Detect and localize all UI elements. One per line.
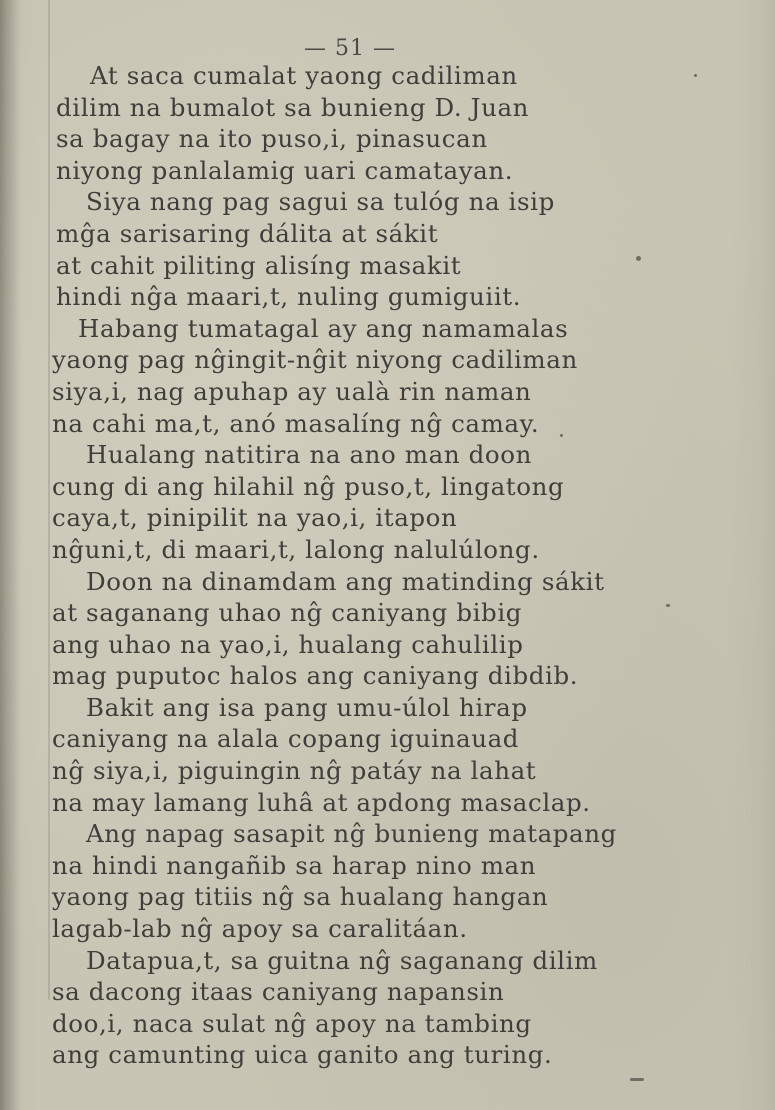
text-line: dilim na bumalot sa bunieng D. Juan xyxy=(56,92,530,122)
text-line: lagab-lab nĝ apoy sa caralitáan. xyxy=(52,914,468,944)
book-spine-shadow xyxy=(0,0,22,1110)
text-line: sa dacong itaas caniyang napansin xyxy=(52,977,505,1007)
text-line: Siya nang pag sagui sa tulóg na isip xyxy=(86,187,555,217)
text-line: mag puputoc halos ang caniyang dibdib. xyxy=(52,661,579,691)
text-line: yaong pag nĝingit-nĝit niyong cadiliman xyxy=(52,345,578,375)
text-line: caya,t, pinipilit na yao,i, itapon xyxy=(52,503,458,533)
text-line: at cahit piliting alisíng masakit xyxy=(56,250,462,280)
text-line: nĝ siya,i, piguingin nĝ patáy na lahat xyxy=(52,756,537,786)
text-line: siya,i, nag apuhap ay ualà rin naman xyxy=(52,376,532,406)
ink-speck xyxy=(694,74,697,77)
text-line: yaong pag titiis nĝ sa hualang hangan xyxy=(52,882,549,912)
text-line: Hualang natitira na ano man doon xyxy=(86,440,532,470)
ink-speck xyxy=(630,1078,644,1081)
text-line: Ang napag sasapit nĝ bunieng matapang xyxy=(86,819,617,849)
text-line: niyong panlalamig uari camatayan. xyxy=(56,155,514,185)
text-line: hindi nĝa maari,t, nuling gumiguiit. xyxy=(56,282,522,312)
text-line: At saca cumalat yaong cadiliman xyxy=(90,61,518,90)
text-line: na may lamang luhâ at apdong masaclap. xyxy=(52,787,591,817)
text-line: caniyang na alala copang iguinauad xyxy=(52,724,520,754)
text-line: nĝuni,t, di maari,t, lalong nalulúlong. xyxy=(52,534,540,564)
text-line: doo,i, naca sulat nĝ apoy na tambing xyxy=(52,1008,532,1038)
ink-speck xyxy=(560,434,563,437)
text-line: cung di ang hilahil nĝ puso,t, lingatong xyxy=(52,471,565,501)
page-number: — 51 — xyxy=(304,36,396,61)
text-line: ang uhao na yao,i, hualang cahulilip xyxy=(52,629,524,659)
text-line: Doon na dinamdam ang matinding sákit xyxy=(86,566,605,596)
text-line: Habang tumatagal ay ang namamalas xyxy=(78,313,569,343)
poem-text-block xyxy=(52,60,652,1071)
text-line: na cahi ma,t, anó masalíng nĝ camay. xyxy=(52,408,540,438)
text-line: Bakit ang isa pang umu-úlol hirap xyxy=(86,692,528,722)
text-line: mĝa sarisaring dálita at sákit xyxy=(56,218,439,248)
text-line: sa bagay na ito puso,i, pinasucan xyxy=(56,124,488,154)
ink-speck xyxy=(636,256,641,261)
page-fold-line xyxy=(48,0,50,1000)
text-line: at saganang uhao nĝ caniyang bibig xyxy=(52,598,523,628)
text-line: na hindi nangañib sa harap nino man xyxy=(52,850,537,880)
text-line: Datapua,t, sa guitna nĝ saganang dilim xyxy=(86,945,598,975)
text-line: ang camunting uica ganito ang turing. xyxy=(52,1040,553,1070)
ink-speck xyxy=(666,604,670,607)
